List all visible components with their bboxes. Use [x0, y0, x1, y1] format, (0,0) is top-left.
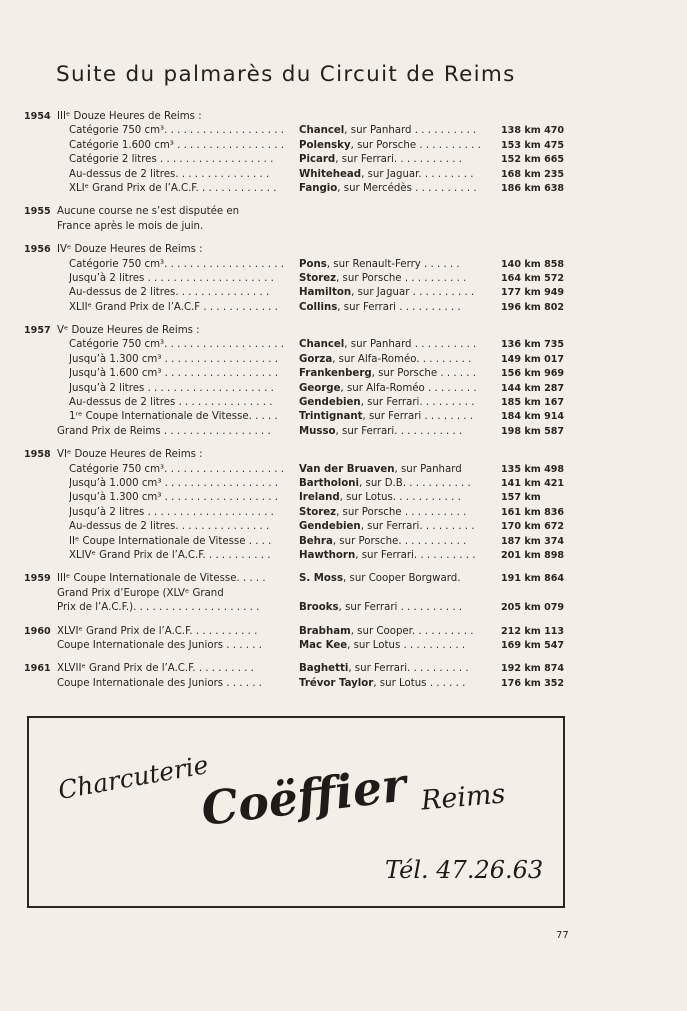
event-name: IIᵉ Coupe Internationale de Vitesse . . . .	[69, 535, 272, 547]
winner	[299, 425, 495, 439]
winner	[299, 549, 495, 563]
year-block	[24, 110, 584, 196]
winner	[299, 625, 495, 639]
event-name: Catégorie 750 cm³. . . . . . . . . . . . . . . . . . .	[69, 339, 284, 351]
result-row	[24, 549, 584, 563]
average-speed: 156 km 969	[501, 368, 565, 380]
event-name: Jusqu’à 1.300 cm³ . . . . . . . . . . . . . . . . . .	[69, 492, 279, 504]
event-name: XLVIIᵉ Grand Prix de l’A.C.F. . . . . . . . . .	[57, 663, 254, 675]
driver-name: Gorza	[299, 353, 333, 365]
driver-name: Polensky	[299, 139, 351, 151]
advert-line-charcuterie: Charcuterie	[55, 750, 211, 805]
result-row	[24, 220, 584, 234]
result-row	[24, 124, 584, 138]
advertisement-box	[27, 716, 565, 908]
year-block	[24, 324, 584, 439]
driver-name: Baghetti	[299, 663, 349, 675]
winner	[299, 491, 495, 505]
car-name: , sur Porsche . . . . . . . . . .	[350, 139, 481, 151]
event-name: Catégorie 1.600 cm³ . . . . . . . . . . . . . . . . .	[69, 139, 284, 151]
year-label: 1955	[24, 206, 51, 218]
driver-name: Hamilton	[299, 287, 352, 299]
winner	[299, 639, 495, 653]
result-row	[24, 491, 584, 505]
winner	[299, 601, 495, 615]
driver-name: Collins	[299, 301, 338, 313]
winner	[299, 506, 495, 520]
driver-name: S. Moss	[299, 573, 344, 585]
event-name: Catégorie 750 cm³. . . . . . . . . . . . . . . . . . .	[69, 258, 284, 270]
car-name: , sur Panhard . . . . . . . . . .	[344, 125, 477, 137]
average-speed: 161 km 836	[501, 506, 565, 518]
average-speed: 187 km 374	[501, 535, 565, 547]
winner	[299, 258, 495, 272]
driver-name: Storez	[299, 272, 337, 284]
event-name: Coupe Internationale des Juniors . . . . . .	[57, 677, 262, 689]
average-speed: 141 km 421	[501, 477, 565, 489]
result-row	[24, 448, 584, 462]
car-name: , sur Alfa-Roméo . . . . . . . .	[340, 382, 477, 394]
advert-line-coeffier: Coëffier	[198, 757, 410, 836]
advert-line-reims: Reims	[419, 778, 507, 817]
car-name: , sur Porsche . . . . . . . . . .	[336, 506, 467, 518]
winner	[299, 286, 495, 300]
car-name: , sur Ferrari. . . . . . . . .	[360, 397, 475, 409]
driver-name: Behra	[299, 535, 333, 547]
result-row	[24, 205, 584, 219]
result-row	[24, 301, 584, 315]
result-row	[24, 367, 584, 381]
average-speed: 152 km 665	[501, 154, 565, 166]
result-row	[24, 587, 584, 601]
car-name: , sur Porsche . . . . . . . . . .	[336, 272, 467, 284]
car-name: , sur Porsche . . . . . .	[371, 368, 477, 380]
result-row	[24, 168, 584, 182]
car-name: , sur Ferrari. . . . . . . . . .	[348, 663, 469, 675]
driver-name: Brooks	[299, 602, 339, 614]
year-label: 1954	[24, 111, 51, 122]
driver-name: Trintignant	[299, 411, 363, 423]
winner	[299, 677, 495, 691]
car-name: , sur Ferrari. . . . . . . . . .	[355, 549, 476, 561]
event-name: France après le mois de juin.	[57, 220, 204, 232]
result-row	[24, 520, 584, 534]
average-speed: 157 km	[501, 492, 541, 504]
winner	[299, 153, 495, 167]
average-speed: 135 km 498	[501, 463, 565, 475]
result-row	[24, 662, 584, 676]
result-row	[24, 324, 584, 338]
car-name: , sur Ferrari. . . . . . . . . . .	[335, 154, 462, 166]
event-name: Prix de l’A.C.F.). . . . . . . . . . . . . . . . . . . .	[57, 602, 260, 614]
car-name: , sur Renault-Ferry . . . . . .	[326, 258, 460, 270]
driver-name: Chancel	[299, 125, 345, 137]
car-name: , sur Panhard . . . . . . . . . .	[344, 339, 477, 351]
year-block	[24, 448, 584, 563]
car-name: , sur Ferrari. . . . . . . . .	[360, 521, 475, 533]
car-name: , sur Ferrari . . . . . . . .	[362, 411, 474, 423]
driver-name: Mac Kee	[299, 639, 348, 651]
driver-name: Fangio	[299, 182, 338, 194]
winner	[299, 124, 495, 138]
result-row	[24, 506, 584, 520]
event-name: Jusqu’à 2 litres . . . . . . . . . . . . . . . . . . . .	[69, 382, 274, 394]
result-row	[24, 338, 584, 352]
winner	[299, 353, 495, 367]
page-title: Suite du palmarès du Circuit de Reims	[56, 62, 516, 87]
average-speed: 185 km 167	[501, 397, 565, 409]
car-name: , sur Lotus . . . . . .	[373, 677, 466, 689]
winner	[299, 338, 495, 352]
car-name: , sur Ferrari . . . . . . . . . .	[338, 602, 463, 614]
average-speed: 169 km 547	[501, 639, 565, 651]
event-name: Catégorie 2 litres . . . . . . . . . . . . . . . . . .	[69, 154, 274, 166]
winner	[299, 463, 495, 477]
car-name: , sur Cooper Borgward.	[343, 573, 461, 585]
result-row	[24, 258, 584, 272]
winner	[299, 662, 495, 676]
winner	[299, 535, 495, 549]
event-name: XLIIᵉ Grand Prix de l’A.C.F . . . . . . . . . . . .	[69, 301, 278, 313]
average-speed: 184 km 914	[501, 411, 565, 423]
result-row	[24, 639, 584, 653]
event-name: Au-dessus de 2 litres. . . . . . . . . . . . . . .	[69, 168, 270, 180]
winner	[299, 367, 495, 381]
winner	[299, 572, 495, 586]
driver-name: Hawthorn	[299, 549, 356, 561]
year-block	[24, 205, 584, 234]
result-row	[24, 153, 584, 167]
winner	[299, 410, 495, 424]
event-name: IIIᵉ Douze Heures de Reims :	[57, 111, 202, 122]
event-name: Au-dessus de 2 litres. . . . . . . . . . . . . . .	[69, 287, 270, 299]
event-name: XLIVᵉ Grand Prix de l’A.C.F. . . . . . . . . . .	[69, 549, 271, 561]
year-block	[24, 572, 584, 615]
winner	[299, 382, 495, 396]
result-row	[24, 353, 584, 367]
result-row	[24, 182, 584, 196]
driver-name: Brabham	[299, 625, 351, 637]
event-name: Grand Prix d’Europe (XLVᵉ Grand	[57, 587, 224, 599]
car-name: , sur Ferrari. . . . . . . . . . .	[335, 425, 463, 437]
result-row	[24, 396, 584, 410]
average-speed: 149 km 017	[501, 353, 565, 365]
driver-name: Chancel	[299, 339, 345, 351]
driver-name: Pons	[299, 258, 327, 270]
result-row	[24, 410, 584, 424]
average-speed: 153 km 475	[501, 139, 565, 151]
winner	[299, 396, 495, 410]
year-label: 1960	[24, 625, 51, 637]
winner	[299, 520, 495, 534]
result-row	[24, 243, 584, 257]
average-speed: 212 km 113	[501, 625, 565, 637]
result-row	[24, 572, 584, 586]
result-row	[24, 477, 584, 491]
car-name: , sur Mercédès . . . . . . . . . .	[337, 182, 477, 194]
event-name: IVᵉ Douze Heures de Reims :	[57, 244, 203, 256]
result-row	[24, 535, 584, 549]
driver-name: Whitehead	[299, 168, 362, 180]
average-speed: 168 km 235	[501, 168, 565, 180]
driver-name: George	[299, 382, 341, 394]
year-label: 1959	[24, 573, 51, 585]
page-number: 77	[556, 930, 569, 941]
event-name: 1ʳᵉ Coupe Internationale de Vitesse. . . . .	[69, 411, 278, 423]
driver-name: Frankenberg	[299, 368, 372, 380]
average-speed: 191 km 864	[501, 573, 565, 585]
result-row	[24, 139, 584, 153]
result-row	[24, 272, 584, 286]
winner	[299, 139, 495, 153]
event-name: Coupe Internationale des Juniors . . . . . .	[57, 639, 262, 651]
event-name: XLIᵉ Grand Prix de l’A.C.F. . . . . . . . . . . . .	[69, 182, 277, 194]
average-speed: 205 km 079	[501, 602, 565, 614]
winner	[299, 301, 495, 315]
event-name: IIIᵉ Coupe Internationale de Vitesse. . . . .	[57, 573, 266, 585]
results-list	[24, 110, 584, 700]
average-speed: 177 km 949	[501, 287, 565, 299]
result-row	[24, 425, 584, 439]
car-name: , sur Cooper. . . . . . . . . .	[350, 625, 474, 637]
average-speed: 140 km 858	[501, 258, 565, 270]
car-name: , sur Jaguar . . . . . . . . . .	[351, 287, 475, 299]
average-speed: 192 km 874	[501, 663, 565, 675]
event-name: Jusqu’à 2 litres . . . . . . . . . . . . . . . . . . . .	[69, 506, 274, 518]
event-name: Au-dessus de 2 litres. . . . . . . . . . . . . . .	[69, 521, 270, 533]
event-name: Aucune course ne s’est disputée en	[57, 206, 240, 218]
result-row	[24, 286, 584, 300]
driver-name: Storez	[299, 506, 337, 518]
average-speed: 136 km 735	[501, 339, 565, 351]
winner	[299, 168, 495, 182]
car-name: , sur Alfa-Roméo. . . . . . . . .	[332, 353, 472, 365]
car-name: , sur Ferrari . . . . . . . . . .	[337, 301, 461, 313]
event-name: Au-dessus de 2 litres . . . . . . . . . . . . . . .	[69, 397, 273, 409]
result-row	[24, 677, 584, 691]
year-block	[24, 243, 584, 315]
year-block	[24, 662, 584, 691]
car-name: , sur Jaguar. . . . . . . . .	[361, 168, 474, 180]
year-label: 1957	[24, 325, 51, 337]
event-name: VIᵉ Douze Heures de Reims :	[57, 449, 203, 461]
advert-phone: Tél. 47.26.63	[385, 856, 544, 884]
average-speed: 164 km 572	[501, 272, 565, 284]
event-name: Jusqu’à 2 litres . . . . . . . . . . . . . . . . . . . .	[69, 272, 274, 284]
result-row	[24, 625, 584, 639]
winner	[299, 272, 495, 286]
event-name: Grand Prix de Reims . . . . . . . . . . . . . . . . .	[57, 425, 271, 437]
result-row	[24, 110, 584, 124]
driver-name: Trévor Taylor	[299, 677, 374, 689]
driver-name: Picard	[299, 154, 336, 166]
year-label: 1961	[24, 663, 51, 675]
driver-name: Van der Bruaven	[299, 463, 395, 475]
car-name: , sur Porsche. . . . . . . . . . .	[332, 535, 467, 547]
year-label: 1958	[24, 449, 51, 461]
average-speed: 138 km 470	[501, 125, 565, 137]
result-row	[24, 382, 584, 396]
average-speed: 198 km 587	[501, 425, 565, 437]
car-name: , sur Lotus. . . . . . . . . . .	[339, 492, 461, 504]
event-name: XLVIᵉ Grand Prix de l’A.C.F. . . . . . . . . . .	[57, 625, 258, 637]
year-label: 1956	[24, 244, 51, 256]
event-name: Jusqu’à 1.600 cm³ . . . . . . . . . . . . . . . . . .	[69, 368, 279, 380]
driver-name: Gendebien	[299, 521, 361, 533]
car-name: , sur D.B. . . . . . . . . . .	[359, 477, 471, 489]
event-name: Vᵉ Douze Heures de Reims :	[57, 325, 200, 337]
average-speed: 144 km 287	[501, 382, 565, 394]
winner	[299, 182, 495, 196]
car-name: , sur Panhard	[394, 463, 462, 475]
winner	[299, 477, 495, 491]
event-name: Jusqu’à 1.300 cm³ . . . . . . . . . . . . . . . . . .	[69, 353, 279, 365]
event-name: Catégorie 750 cm³. . . . . . . . . . . . . . . . . . .	[69, 125, 284, 137]
event-name: Catégorie 750 cm³. . . . . . . . . . . . . . . . . . .	[69, 463, 284, 475]
average-speed: 176 km 352	[501, 677, 565, 689]
year-block	[24, 625, 584, 654]
average-speed: 201 km 898	[501, 549, 565, 561]
average-speed: 196 km 802	[501, 301, 565, 313]
driver-name: Musso	[299, 425, 336, 437]
result-row	[24, 463, 584, 477]
average-speed: 186 km 638	[501, 182, 565, 194]
car-name: , sur Lotus . . . . . . . . . .	[347, 639, 466, 651]
event-name: Jusqu’à 1.000 cm³ . . . . . . . . . . . . . . . . . .	[69, 477, 279, 489]
average-speed: 170 km 672	[501, 521, 565, 533]
driver-name: Bartholoni	[299, 477, 360, 489]
result-row	[24, 601, 584, 615]
driver-name: Ireland	[299, 492, 340, 504]
driver-name: Gendebien	[299, 397, 361, 409]
